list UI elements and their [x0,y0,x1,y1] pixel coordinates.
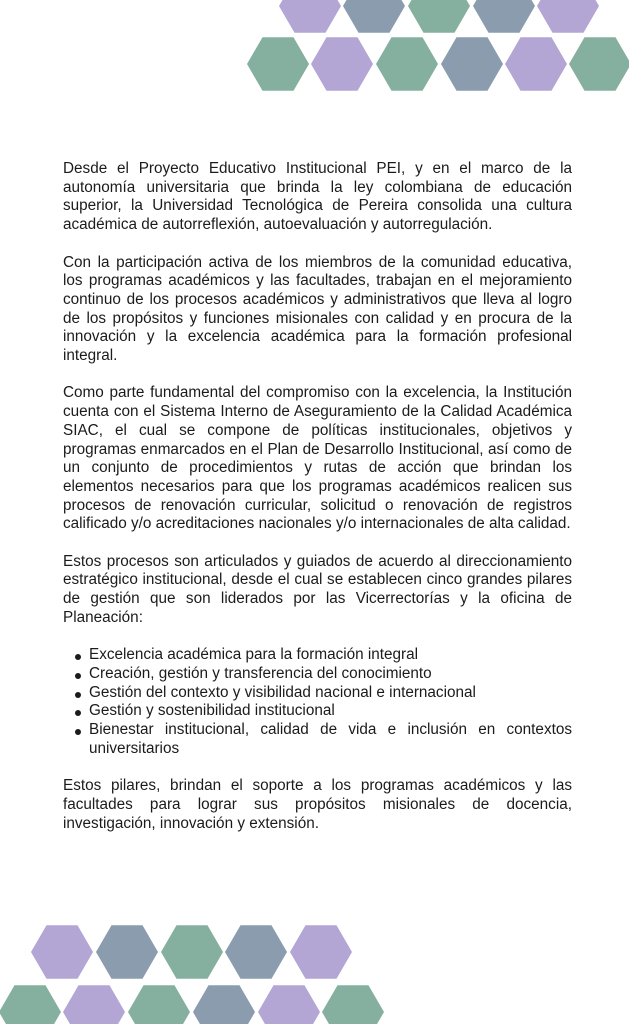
hexagon-shape [247,37,309,91]
hexagon-shape [193,985,255,1024]
document-body [63,160,572,852]
pillars-list [63,646,572,758]
hexagon-shape [569,37,629,91]
bullet-icon [75,692,81,698]
pillar-text: Gestión del contexto y visibilidad nacional e internacional [89,683,476,701]
pillar-text: Excelencia académica para la formación integral [89,646,419,664]
list-item [63,684,572,703]
hexagon-shape [441,37,503,91]
paragraph-participation: Con la participación activa de los miembros de la comunidad educativa, los programas académicos y las facultades, trabajan en el mejoramiento continuo de los procesos académicos y administrativos que lleva al logro de los propósitos y funciones misionales con calidad y en procura de la innovación y la excelencia académica para la formación profesional integral. [63,253,572,365]
hexagon-shape [96,925,158,979]
bullet-icon [75,673,81,679]
paragraph-processes: Estos procesos son articulados y guiados de acuerdo al direccionamiento estratégico institucional, desde el cual se establecen cinco grandes pilares de gestión que son liderados por las Vicerrectorías y la oficina de Planeación: [63,552,572,626]
hexagon-shape [225,925,287,979]
bullet-icon [75,710,81,716]
hexagon-pattern-top [0,0,629,110]
paragraph-closing: Estos pilares, brindan el soporte a los programas académicos y las facultades para lograr sus propósitos misionales de docencia, investigación, innovación y extensión. [63,777,572,832]
hexagon-shape [343,0,405,33]
hexagon-shape [505,37,567,91]
hexagon-shape [473,0,535,33]
hexagon-shape [161,925,223,979]
hexagon-shape [128,985,190,1024]
hexagon-shape [376,37,438,91]
list-item [63,665,572,684]
paragraph-intro: Desde el Proyecto Educativo Institucional PEI, y en el marco de la autonomía universitaria que brinda la ley colombiana de educación superior, la Universidad Tecnológica de Pereira consolida una cultura académica de autorreflexión, autoevaluación y autorregulación. [63,160,572,234]
pillar-text: Gestión y sostenibilidad institucional [89,702,335,720]
bullet-icon [75,654,81,660]
hexagon-shape [63,985,125,1024]
hexagon-pattern-bottom [0,900,629,1024]
paragraph-siac: Como parte fundamental del compromiso con la excelencia, la Institución cuenta con el Sistema Interno de Aseguramiento de la Calidad Académica SIAC, el cual se compone de políticas institucionales, objetivos y programas enmarcados en el Plan de Desarrollo Institucional, así como de un conjunto de procedimientos y rutas de acción que brindan los elementos necesarios para que los programas académicos realicen sus procesos de renovación curricular, solicitud o renovación de registros calificado y/o acreditaciones nacionales y/o internacionales de alta calidad. [63,384,572,533]
hexagon-shape [31,925,93,979]
pillar-text: Creación, gestión y transferencia del conocimiento [89,664,432,682]
hexagon-shape [290,925,352,979]
hexagon-shape [322,985,384,1024]
hexagon-shape [408,0,470,33]
hexagon-shape [258,985,320,1024]
bullet-icon [75,729,81,735]
hexagon-shape [311,37,373,91]
hexagon-shape [537,0,599,33]
pillar-text: Bienestar institucional, calidad de vida e inclusión en contextos universitarios [89,721,572,757]
list-item [63,721,572,758]
hexagon-shape [279,0,341,33]
list-item [63,702,572,721]
list-item [63,646,572,665]
hexagon-shape [0,985,61,1024]
